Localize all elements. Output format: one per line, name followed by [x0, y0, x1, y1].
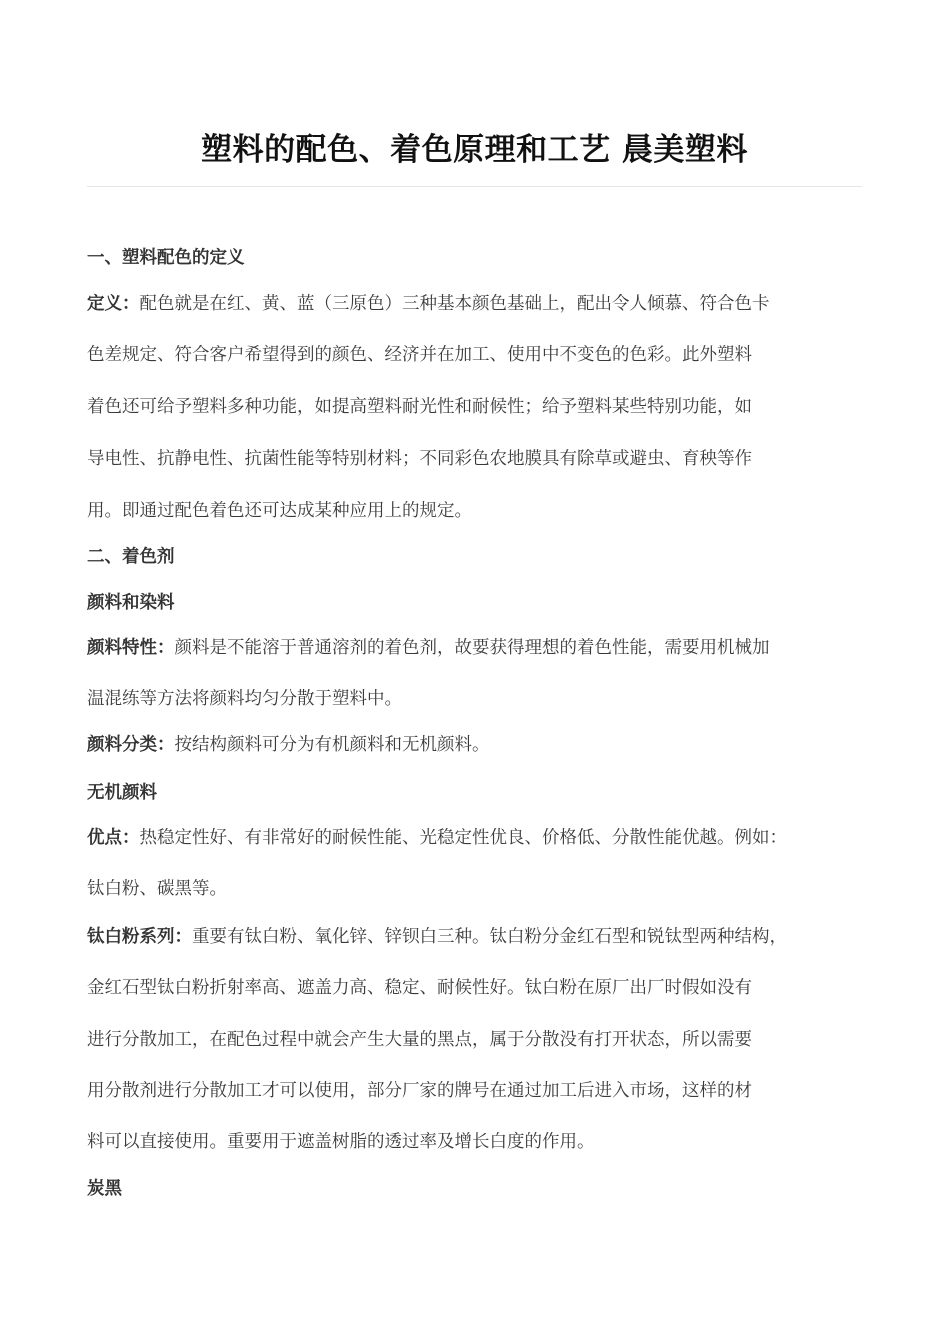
tio2-line-3: 进行分散加工，在配色过程中就会产生大量的黑点，属于分散没有打开状态，所以需要: [87, 1030, 752, 1050]
tio2-line-1: [87, 925, 872, 949]
definition-line-5: 用。即通过配色着色还可达成某种应用上的规定。: [87, 501, 472, 521]
pigment-class-line: [87, 733, 872, 757]
section-heading-1: 一、塑料配色的定义: [87, 248, 245, 268]
definition-line-2: 色差规定、符合客户希望得到的颜色、经济并在加工、使用中不变色的色彩。此外塑料: [87, 345, 752, 365]
definition-line-3: 着色还可给予塑料多种功能，如提高塑料耐光性和耐候性；给予塑料某些特别功能，如: [87, 397, 752, 417]
advantage-text: 热稳定性好、有非常好的耐候性能、光稳定性优良、价格低、分散性能优越。例如：: [139, 828, 787, 848]
definition-line-1: [87, 292, 872, 316]
tio2-text: 重要有钛白粉、氧化锌、锌钡白三种。钛白粉分金红石型和锐钛型两种结构，: [192, 927, 787, 947]
title-divider: [87, 186, 862, 187]
definition-line-4: 导电性、抗静电性、抗菌性能等特别材料；不同彩色农地膜具有除草或避虫、育秧等作: [87, 449, 752, 469]
pigment-class-text: 按结构颜料可分为有机颜料和无机颜料。: [174, 735, 490, 755]
definition-label: 定义：: [87, 294, 140, 314]
section-heading-2: 二、着色剂: [87, 547, 175, 567]
pigment-property-line-1: [87, 636, 872, 660]
advantage-line-1: [87, 826, 872, 850]
tio2-label: 钛白粉系列：: [87, 927, 192, 947]
advantage-label: 优点：: [87, 828, 140, 848]
tio2-line-4: 用分散剂进行分散加工才可以使用，部分厂家的牌号在通过加工后进入市场，这样的材: [87, 1081, 752, 1101]
pigment-class-label: 颜料分类：: [87, 735, 175, 755]
tio2-line-2: 金红石型钛白粉折射率高、遮盖力高、稳定、耐候性好。钛白粉在原厂出厂时假如没有: [87, 978, 752, 998]
tio2-line-5: 料可以直接使用。重要用于遮盖树脂的透过率及增长白度的作用。: [87, 1132, 595, 1152]
document-title: 塑料的配色、着色原理和工艺 晨美塑料: [201, 132, 748, 168]
pigment-property-label: 颜料特性：: [87, 638, 175, 658]
subheading-pigment-dye: 颜料和染料: [87, 593, 175, 613]
definition-text: 配色就是在红、黄、蓝（三原色）三种基本颜色基础上，配出令人倾慕、符合色卡: [139, 294, 770, 314]
advantage-line-2: 钛白粉、碳黑等。: [87, 879, 227, 899]
pigment-property-line-2: 温混练等方法将颜料均匀分散于塑料中。: [87, 689, 402, 709]
subheading-inorganic: 无机颜料: [87, 783, 157, 803]
subheading-carbon-black: 炭黑: [87, 1179, 122, 1199]
pigment-property-text: 颜料是不能溶于普通溶剂的着色剂，故要获得理想的着色性能，需要用机械加: [174, 638, 770, 658]
